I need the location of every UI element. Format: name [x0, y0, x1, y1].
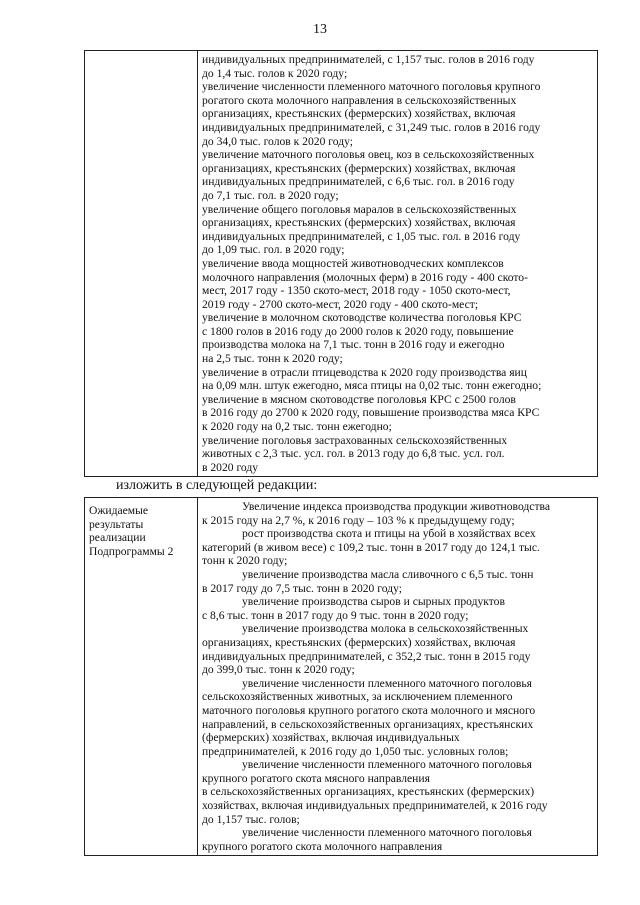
- text-line: увеличение численности племенного маточного поголовья: [242, 758, 532, 772]
- text-line: до 1,09 тыс. гол. в 2020 году;: [202, 243, 345, 257]
- text-line: увеличение производства сыров и сырных продуктов: [242, 595, 505, 609]
- text-line: на 0,09 млн. штук ежегодно, мяса птицы на 0,02 тыс. тонн ежегодно;: [202, 379, 542, 393]
- text-line: увеличение ввода мощностей животноводческих комплексов: [202, 256, 504, 270]
- text-line: увеличение производства молока в сельскохозяйственных: [242, 622, 529, 636]
- text-line: в 2016 году до 2700 к 2020 году, повышение производства мяса КРС: [202, 406, 540, 420]
- text-line: в 2017 году до 7,5 тыс. тонн в 2020 году;: [202, 581, 402, 595]
- text-line: рогатого скота молочного направления в сельскохозяйственных: [202, 93, 517, 107]
- text-line: рост производства скота и птицы на убой в хозяйствах всех: [242, 527, 536, 541]
- text-line: тонн к 2020 году;: [202, 554, 288, 568]
- text-line: увеличение поголовья застрахованных сельскохозяйственных: [202, 433, 508, 447]
- text-line: к 2020 году на 0,2 тыс. тонн ежегодно;: [202, 420, 392, 434]
- row-label: [89, 504, 193, 558]
- text-line: 2019 году - 2700 ското-мест, 2020 году - 400 ското-мест;: [202, 297, 479, 311]
- text-line: индивидуальных предпринимателей, с 1,05 тыс. гол. в 2016 году: [202, 229, 521, 243]
- text-line: до 1,4 тыс. голов к 2020 году;: [202, 66, 348, 80]
- text-line: Увеличение индекса производства продукции животноводства: [242, 500, 550, 513]
- text-line: предпринимателей, к 2016 году до 1,050 тыс. условных голов;: [202, 744, 509, 758]
- text-line: Ожидаемые: [89, 504, 149, 517]
- text-line: организациях, крестьянских (фермерских) хозяйствах, включая: [202, 635, 516, 649]
- text-line: молочного направления (молочных ферм) в 2016 году - 400 ското-: [202, 270, 528, 284]
- text-line: организациях, крестьянских (фермерских) хозяйствах, включая: [202, 216, 516, 230]
- text-line: с 1800 голов в 2016 году до 2000 голов к 2020 году, повышение: [202, 324, 514, 338]
- page-number: 13: [313, 22, 327, 37]
- text-line: результаты: [89, 517, 144, 531]
- text-line: увеличение численности племенного маточного поголовья: [242, 676, 532, 690]
- text-line: (фермерских) хозяйствах, включая индивидуальных: [202, 731, 460, 745]
- table-row: [85, 51, 598, 477]
- text-line: индивидуальных предпринимателей, с 6,6 тыс. гол. в 2016 году: [202, 175, 515, 189]
- text-line: маточного поголовья крупного рогатого скота молочного и мясного: [202, 703, 536, 717]
- text-line: индивидуальных предпринимателей, с 31,249 тыс. голов в 2016 году: [202, 120, 541, 134]
- text-line: до 1,157 тыс. голов;: [202, 812, 300, 826]
- text-line: сельскохозяйственных животных, за исключением племенного: [202, 690, 513, 704]
- text-line: в 2020 году: [202, 460, 259, 474]
- table-right-cell: [198, 51, 598, 477]
- text-line: увеличение численности племенного маточного поголовья: [242, 826, 532, 840]
- table-left-cell: [85, 51, 198, 477]
- new-text-table: [84, 497, 598, 856]
- text-line: индивидуальных предпринимателей, с 352,2 тыс. тонн в 2015 году: [202, 649, 531, 663]
- text-line: на 2,5 тыс. тонн к 2020 году;: [202, 352, 343, 366]
- text-block: [202, 53, 593, 474]
- text-line: крупного рогатого скота мясного направления: [202, 771, 430, 785]
- text-line: увеличение численности племенного маточного поголовья крупного: [202, 80, 541, 94]
- text-line: в сельскохозяйственных организациях, крестьянских (фермерских): [202, 785, 535, 799]
- text-line: крупного рогатого скота молочного направления: [202, 839, 443, 853]
- table-right-cell: [198, 498, 598, 856]
- text-line: категорий (в живом весе) с 109,2 тыс. тонн в 2017 году до 124,1 тыс.: [202, 540, 540, 554]
- text-line: производства молока на 7,1 тыс. тонн в 2016 году и ежегодно: [202, 338, 505, 352]
- table-row: [85, 498, 598, 856]
- text-line: организациях, крестьянских (фермерских) хозяйствах, включая: [202, 161, 516, 175]
- text-line: хозяйствах, включая индивидуальных предпринимателей, к 2016 году: [202, 799, 548, 813]
- text-line: увеличение в молочном скотоводстве количества поголовья КРС: [202, 311, 522, 325]
- table-left-cell: [85, 498, 198, 856]
- text-line: к 2015 году на 2,7 %, к 2016 году – 103 % к предыдущему году;: [202, 513, 515, 527]
- text-line: увеличение производства масла сливочного с 6,5 тыс. тонн: [242, 567, 534, 581]
- text-line: организациях, крестьянских (фермерских) хозяйствах, включая: [202, 107, 516, 121]
- text-line: с 8,6 тыс. тонн в 2017 году до 9 тыс. тонн в 2020 году;: [202, 608, 469, 622]
- text-line: до 7,1 тыс. гол. в 2020 году;: [202, 188, 339, 202]
- previous-text-table: [84, 50, 598, 477]
- text-line: мест, 2017 году - 1350 ското-мест, 2018 году - 1050 ското-мест,: [202, 284, 511, 298]
- text-block: [202, 500, 593, 853]
- text-line: до 34,0 тыс. голов к 2020 году;: [202, 134, 353, 148]
- amendment-instruction: изложить в следующей редакции:: [116, 478, 318, 493]
- text-line: увеличение маточного поголовья овец, коз в сельскохозяйственных: [202, 148, 535, 162]
- text-line: увеличение общего поголовья маралов в сельскохозяйственных: [202, 202, 517, 216]
- text-line: до 399,0 тыс. тонн к 2020 году;: [202, 663, 355, 677]
- text-line: Подпрограммы 2: [89, 544, 174, 558]
- text-line: индивидуальных предпринимателей, с 1,157 тыс. голов в 2016 году: [202, 53, 535, 66]
- text-line: реализации: [89, 531, 146, 545]
- text-line: животных с 2,3 тыс. усл. гол. в 2013 году до 6,8 тыс. усл. гол.: [202, 447, 505, 461]
- text-line: направлений, в сельскохозяйственных организациях, крестьянских: [202, 717, 534, 731]
- text-line: увеличение в мясном скотоводстве поголовья КРС с 2500 голов: [202, 392, 516, 406]
- text-line: увеличение в отрасли птицеводства к 2020 году производства яиц: [202, 365, 527, 379]
